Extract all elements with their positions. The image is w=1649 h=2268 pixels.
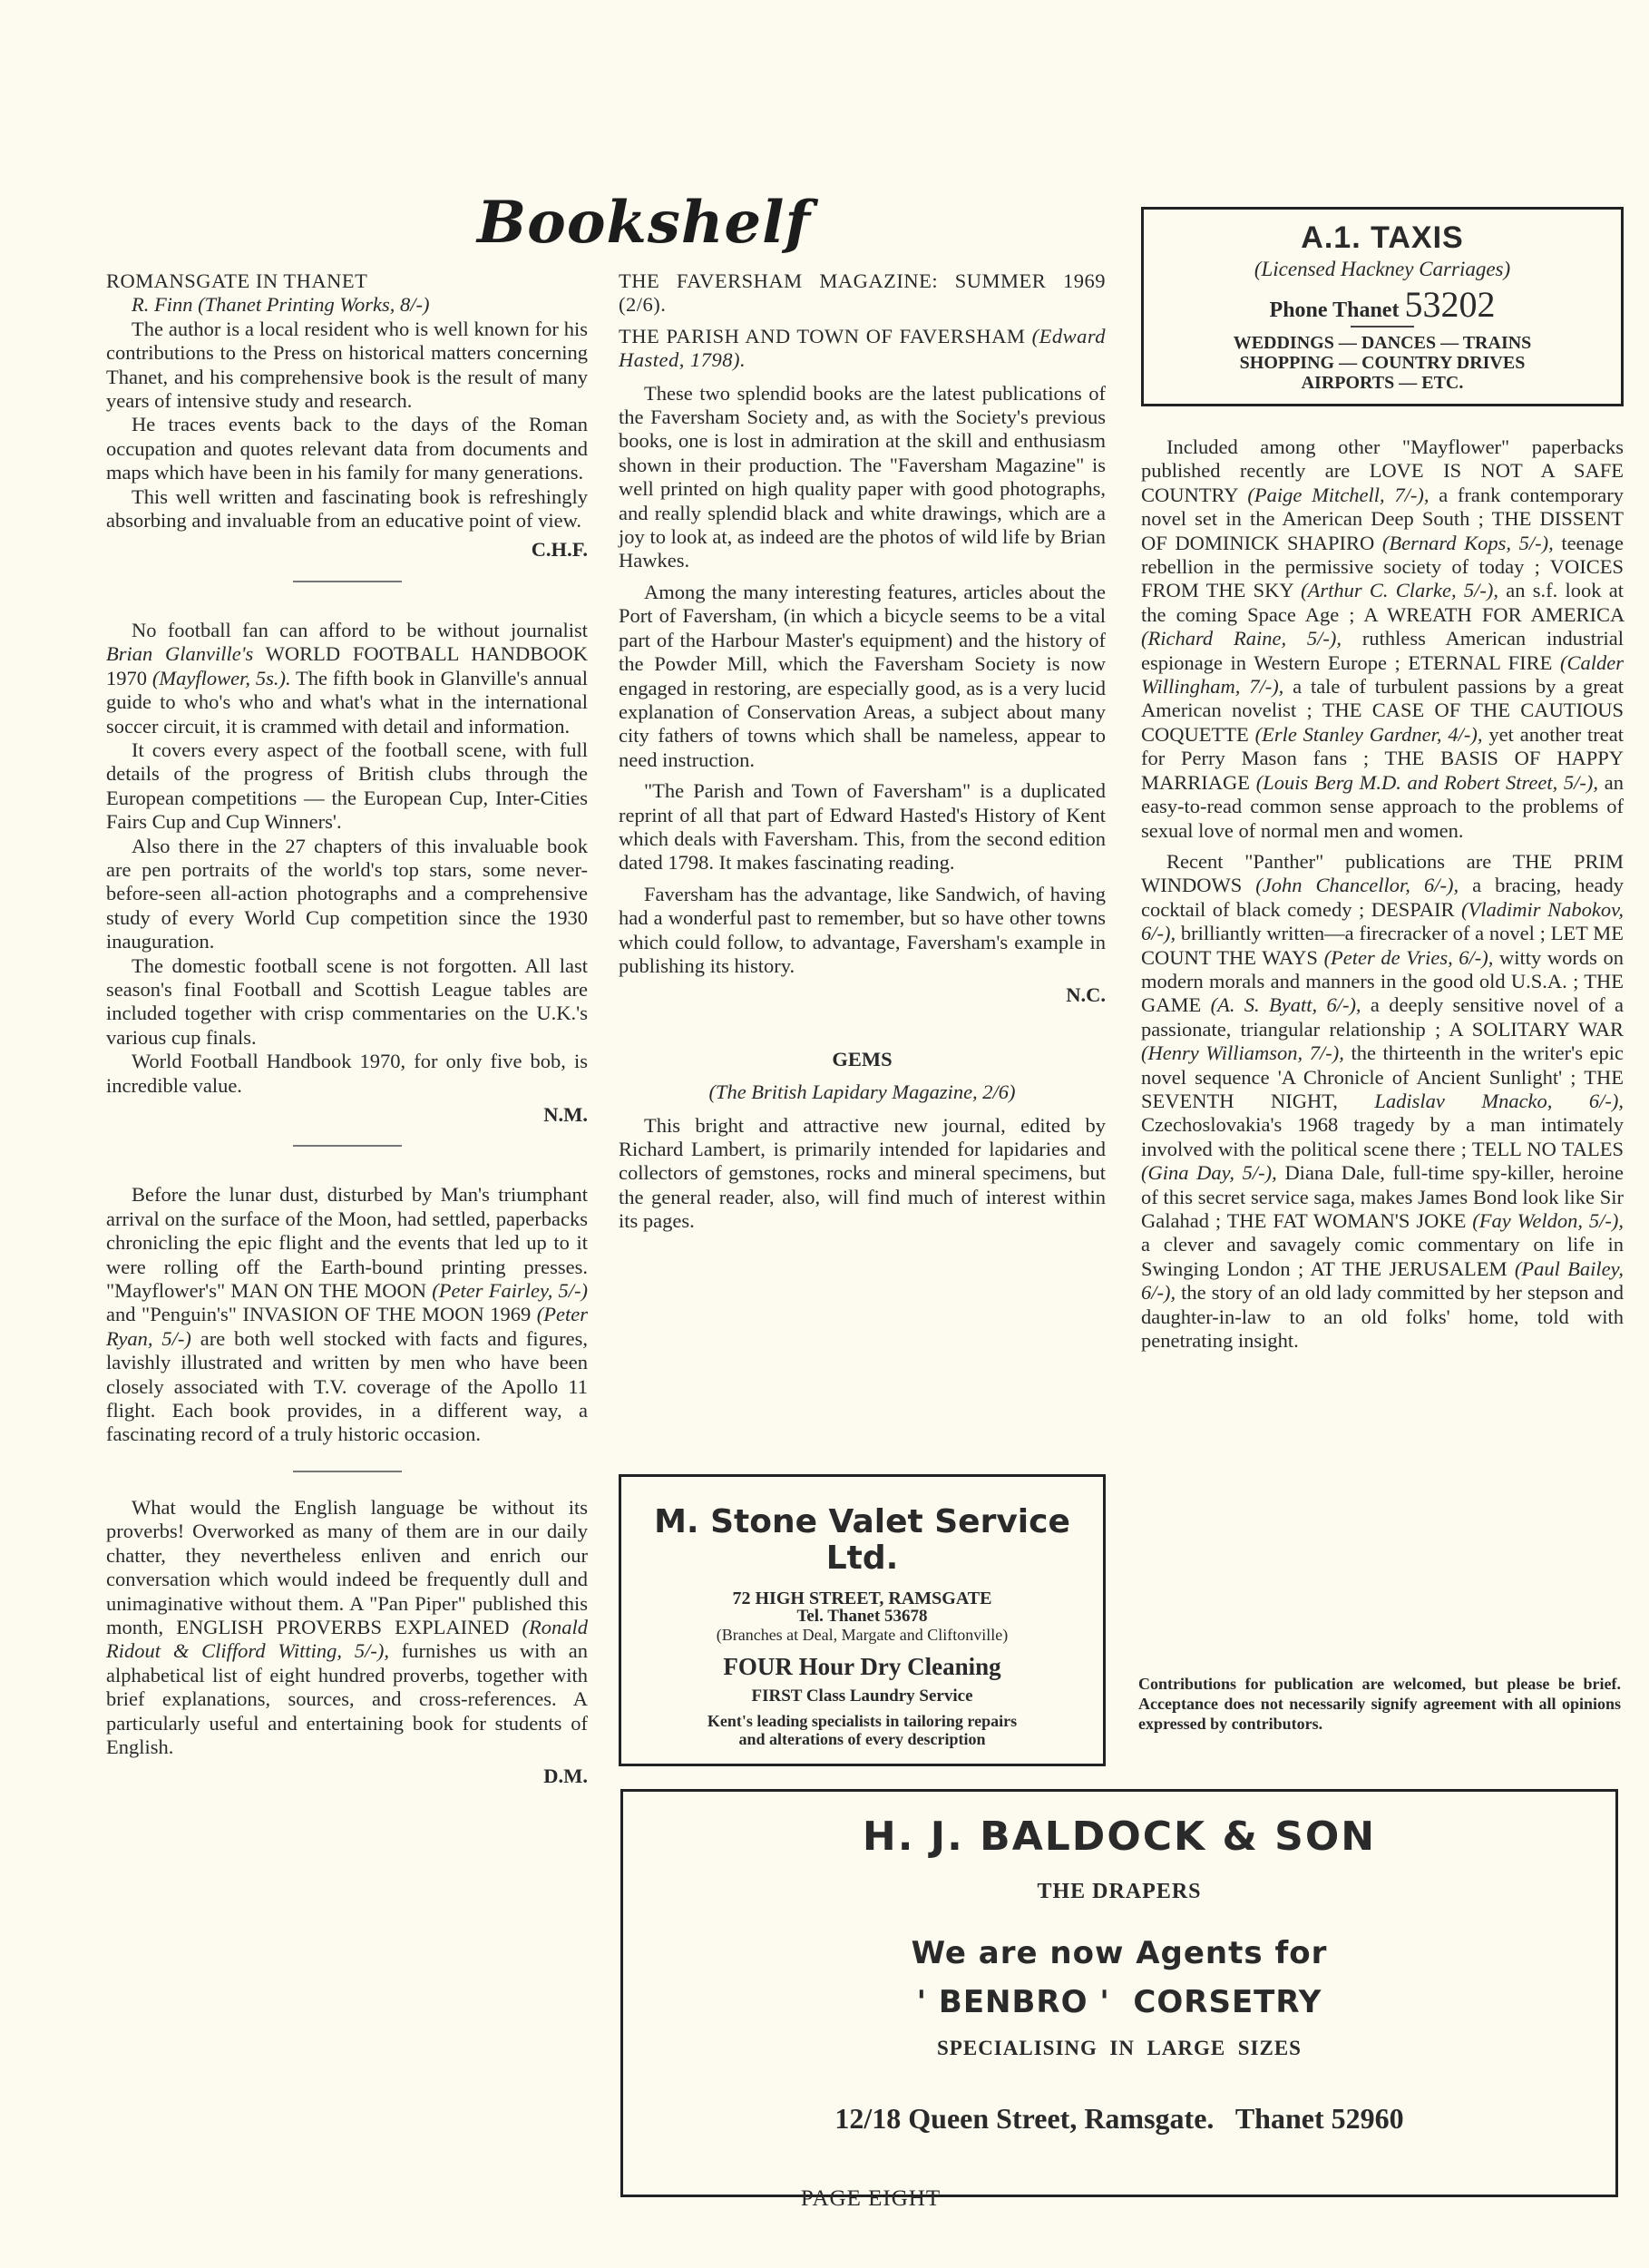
- author-name: (Ronald Ridout & Clifford Witting, 5/-),: [106, 1615, 588, 1663]
- text-span: a clever and savagely comic commentary on life in Swinging London ; AT THE JERUSALEM: [1141, 1233, 1624, 1280]
- heading-text: THE PARISH AND TOWN OF FAVERSHAM: [619, 324, 1026, 347]
- author-name: (Calder Willingham, 7/-),: [1141, 650, 1624, 699]
- text-span: Included among other "Mayflower" paperbacks published recently are LOVE IS NOT A SAFE COUNTRY: [1141, 435, 1624, 506]
- divider: [293, 1471, 402, 1472]
- ad-service: and alterations of every description: [738, 1730, 986, 1748]
- ad-tagline: SPECIALISING IN LARGE SIZES: [937, 2037, 1302, 2059]
- paragraph: Among the many interesting features, articles about the Port of Faversham, (in which a bicycle seems to be a vital part of the Harbour Master's equipment) and the history of the Powder Mill, which the Faversham Society is now engaged in restoring, are especially good, as is a very lucid explanation of Conservation Areas, a subject about many city fathers of towns which shall be nameless, appear to need instruction.: [619, 580, 1106, 771]
- paragraph: The author is a local resident who is well known for his contributions to the Press on historical matters concerning Thanet, and his comprehensive book is the result of many years of intensive study and research.: [106, 317, 588, 413]
- ad-title-suffix: Ltd.: [825, 1540, 899, 1577]
- paragraph: He traces events back to the days of the Roman occupation and quotes relevant data from documents and maps which have been in his family for many generations.: [106, 413, 588, 484]
- text-span: an s.f. look at the coming Space Age ; A WREATH FOR AMERICA: [1141, 579, 1624, 626]
- review-signature: N.C.: [1066, 983, 1106, 1007]
- paragraph: [106, 1183, 588, 1446]
- gems-heading: GEMS: [832, 1047, 893, 1070]
- ad-title: H. J. BALDOCK & SON: [862, 1813, 1377, 1860]
- text-span: furnishes us with an alphabetical list of eight hundred proverbs, together with brief explanations, sources, and cross-references. A particularly useful and entertaining book for students of English.: [106, 1639, 588, 1758]
- ad-a1-taxis: [1141, 207, 1624, 406]
- text-span: an easy-to-read common sense approach to the problems of sexual love of normal men and women.: [1141, 770, 1625, 842]
- author-name: (John Chancellor, 6/-),: [1255, 874, 1459, 897]
- review-signature: N.M.: [543, 1103, 588, 1126]
- text-span: teenage rebellion in the permissive society of today ; VOICES FROM THE SKY: [1141, 531, 1625, 602]
- author-name: (Bernard Kops, 5/-),: [1381, 531, 1554, 554]
- phone-number: 53202: [1404, 284, 1496, 325]
- paragraph: Faversham has the advantage, like Sandwich, of having had a wonderful past to remember, but so have other towns which could follow, to advantage, Faversham's example in publishing its history.: [619, 882, 1106, 977]
- text-span: ruthless American industrial espionage in Western Europe ; ETERNAL FIRE: [1141, 627, 1625, 674]
- ad-services: SHOPPING — COUNTRY DRIVES: [1239, 353, 1526, 373]
- text-span: No football fan can afford to be without journalist: [132, 618, 588, 641]
- ad-branches: (Branches at Deal, Margate and Cliftonville): [716, 1626, 1009, 1644]
- page-number: PAGE EIGHT: [800, 2186, 942, 2211]
- text-span: Diana Dale, full-time spy-killer, heroine of this secret service saga, makes James Bond look like Sir Galahad ; THE FAT WOMAN'S JOKE: [1141, 1161, 1624, 1232]
- column-right: [1141, 435, 1624, 1353]
- author-name: (Paige Mitchell, 7/-),: [1247, 483, 1429, 506]
- author-name: (Gina Day, 5/-),: [1141, 1161, 1277, 1185]
- author-name: (Peter Ryan, 5/-): [106, 1303, 589, 1350]
- text-span: The fifth book in Glanville's annual guide to who's who and what's what in the international soccer circuit, it is crammed with detail and information.: [106, 666, 589, 738]
- review-heading: THE FAVERSHAM MAGAZINE: SUMMER 1969 (2/6).: [619, 269, 1106, 317]
- author-name: (A. S. Byatt, 6/-),: [1210, 993, 1361, 1017]
- paragraph: World Football Handbook 1970, for only five bob, is incredible value.: [106, 1050, 588, 1097]
- page-title: Bookshelf: [477, 189, 811, 257]
- paragraph: These two splendid books are the latest publications of the Faversham Society and, as with the Society's previous books, one is lost in admiration at the skill and enthusiasm shown in their production. The "Faversham Magazine" is well printed on high quality paper with good photographs, and really splendid black and white drawings, which are a joy to look at, as indeed are the photos of wild life by Brian Hawkes.: [619, 381, 1106, 572]
- review-signature: D.M.: [543, 1765, 588, 1788]
- ad-service: FOUR Hour Dry Cleaning: [723, 1653, 1001, 1680]
- author-name: (Edward Hasted, 1798).: [619, 324, 1107, 372]
- author-name: (Paul Bailey, 6/-),: [1141, 1256, 1625, 1305]
- text-span: a tale of turbulent passions by a great American novelist ; THE CASE OF THE CAUTIOUS COQUETTE: [1141, 675, 1624, 746]
- review-signature: C.H.F.: [531, 538, 588, 562]
- review-heading: ROMANSGATE IN THANET: [106, 269, 368, 292]
- paragraph: Also there in the 27 chapters of this invaluable book are pen portraits of the world's top stars, some never-before-seen all-action photographs and a comprehensive study of every World Cup competition since the 1930 inauguration.: [106, 834, 588, 953]
- review-publisher: (Thanet Printing Works, 8/-): [198, 293, 430, 317]
- column-left: [106, 269, 588, 1793]
- ad-phone: [1144, 283, 1621, 326]
- text-span: a bracing, heady cocktail of black comedy ; DESPAIR: [1141, 874, 1625, 921]
- text-span: What would the English language be without its proverbs! Overworked as many of them are in our daily chatter, they nevertheless enliven and enrich our conversation which would indeed be frequently dull and unimaginative without them. A "Pan Piper" published this month, ENGLISH PROVERBS EXPLAINED: [106, 1495, 588, 1638]
- divider: [293, 1145, 402, 1147]
- paragraph: This well written and fascinating book is refreshingly absorbing and invaluable from an educative point of view.: [106, 484, 588, 533]
- paragraph: [1141, 850, 1624, 1354]
- paragraph: [1141, 435, 1624, 843]
- author-name: (Peter Fairley, 5/-): [432, 1279, 589, 1303]
- ad-headline: We are now Agents for: [911, 1935, 1328, 1971]
- ad-service: Kent's leading specialists in tailoring repairs: [707, 1712, 1018, 1730]
- paragraph: [106, 1496, 588, 1759]
- review-heading: [619, 325, 1106, 373]
- author-name: (Peter de Vries, 6/-),: [1323, 945, 1494, 969]
- ad-services: WEDDINGS — DANCES — TRAINS: [1233, 333, 1532, 353]
- ad-title: A.1. TAXIS: [1301, 220, 1464, 255]
- text-span: yet another treat for Perry Mason fans ; THE BASIS OF HAPPY MARRIAGE: [1141, 722, 1624, 794]
- review-byline: [106, 293, 588, 317]
- gems-subheading-text: (The British Lapidary Magazine, 2/6): [708, 1080, 1016, 1104]
- ad-subtitle: THE DRAPERS: [1037, 1880, 1202, 1903]
- phone-label: Phone Thanet: [1269, 298, 1400, 322]
- author-name: (Louis Berg M.D. and Robert Street, 5/-),: [1255, 770, 1599, 794]
- divider: [1351, 326, 1414, 327]
- publisher-info: (Mayflower, 5s.).: [151, 666, 291, 689]
- ad-phone: Tel. Thanet 53678: [796, 1607, 928, 1626]
- text-span: the story of an old lady committed by her stepson and daughter-in-law to an old folks' home, told with penetrating insight.: [1141, 1281, 1624, 1353]
- review-author: R. Finn: [132, 293, 193, 317]
- ad-services: AIRPORTS — ETC.: [1301, 373, 1464, 393]
- text-span: a frank contemporary novel set in the American Deep South ; THE DISSENT OF DOMINICK SHAPIRO: [1141, 483, 1624, 554]
- text-span: Czechoslovakia's 1968 tragedy by a man intimately involved with the political scene there ; TELL NO TALES: [1141, 1113, 1624, 1160]
- ad-title: M. Stone Valet Service: [654, 1503, 1070, 1540]
- text-span: a deeply sensitive novel of a passionate, triangular relationship ; A SOLITARY WAR: [1141, 993, 1625, 1041]
- divider: [293, 581, 402, 582]
- text-span: witty words on modern morals and manners in the good old U.S.A. ; THE GAME: [1141, 945, 1625, 1017]
- ad-baldock-son: [620, 1789, 1618, 2197]
- text-span: brilliantly written—a firecracker of a novel ; LET ME COUNT THE WAYS: [1141, 922, 1625, 969]
- ad-address: 12/18 Queen Street, Ramsgate. Thanet 52960: [834, 2102, 1404, 2135]
- paragraph: The domestic football scene is not forgotten. All last season's final Football and Scottish League tables are included together with crisp commentaries on the U.K.'s various cup finals.: [106, 953, 588, 1049]
- paragraph: This bright and attractive new journal, edited by Richard Lambert, is primarily intended for lapidaries and collectors of gemstones, rocks and mineral specimens, but the general reader, also, will find much of interest within its pages.: [619, 1113, 1106, 1233]
- column-middle: [619, 269, 1106, 1234]
- book-title: WORLD FOOTBALL HANDBOOK 1970: [106, 642, 589, 689]
- contributions-note: Contributions for publication are welcomed, but please be brief. Acceptance does not necessarily signify agreement with all opinions expressed by contributors.: [1138, 1675, 1621, 1733]
- paragraph: [106, 619, 588, 738]
- ad-headline: ' BENBRO ' CORSETRY: [916, 1984, 1322, 2020]
- gems-subheading: [619, 1080, 1106, 1104]
- text-span: are both well stocked with facts and figures, lavishly illustrated and written by men who have been closely associated with T.V. coverage of the Apollo 11 flight. Each book provides, in a different way, a fascinating record of a truly historic occasion.: [106, 1326, 589, 1446]
- text-span: the thirteenth in the writer's epic novel sequence 'A Chronicle of Ancient Sunlight' ; THE SEVENTH NIGHT,: [1141, 1041, 1624, 1112]
- author-name: (Erle Stanley Gardner, 4/-),: [1254, 722, 1483, 746]
- author-name: (Richard Raine, 5/-),: [1141, 627, 1342, 650]
- author-name: (Henry Williamson, 7/-),: [1141, 1041, 1344, 1065]
- author-name: (Vladimir Nabokov, 6/-),: [1141, 897, 1625, 945]
- ad-subtitle: (Licensed Hackney Carriages): [1254, 258, 1511, 280]
- author-name: Ladislav Mnacko, 6/-),: [1374, 1089, 1624, 1112]
- ad-m-stone-valet: [619, 1474, 1106, 1766]
- text-span: Before the lunar dust, disturbed by Man's triumphant arrival on the surface of the Moon, had settled, paperbacks chronicling the epic flight and the events that led up to it were rolling off the Earth-bound printing presses. "Mayflower's" MAN ON THE MOON: [106, 1183, 588, 1303]
- author-name: Brian Glanville's: [106, 642, 254, 666]
- text-span: Recent "Panther" publications are THE PRIM WINDOWS: [1141, 849, 1624, 897]
- ad-address: 72 HIGH STREET, RAMSGATE: [732, 1589, 992, 1608]
- author-name: (Arthur C. Clarke, 5/-),: [1301, 579, 1498, 602]
- ad-service: FIRST Class Laundry Service: [751, 1686, 973, 1706]
- author-name: (Fay Weldon, 5/-),: [1472, 1209, 1624, 1232]
- paragraph: It covers every aspect of the football scene, with full details of the progress of British clubs through the European competitions — the European Cup, Inter-Cities Fairs Cup and Cup Winners'.: [106, 738, 588, 834]
- text-span: and "Penguin's" INVASION OF THE MOON 1969: [106, 1303, 532, 1326]
- paragraph: "The Parish and Town of Faversham" is a duplicated reprint of all that part of Edward Hasted's History of Kent which deals with Faversham. This, from the second edition dated 1798. It makes fascinating reading.: [619, 779, 1106, 875]
